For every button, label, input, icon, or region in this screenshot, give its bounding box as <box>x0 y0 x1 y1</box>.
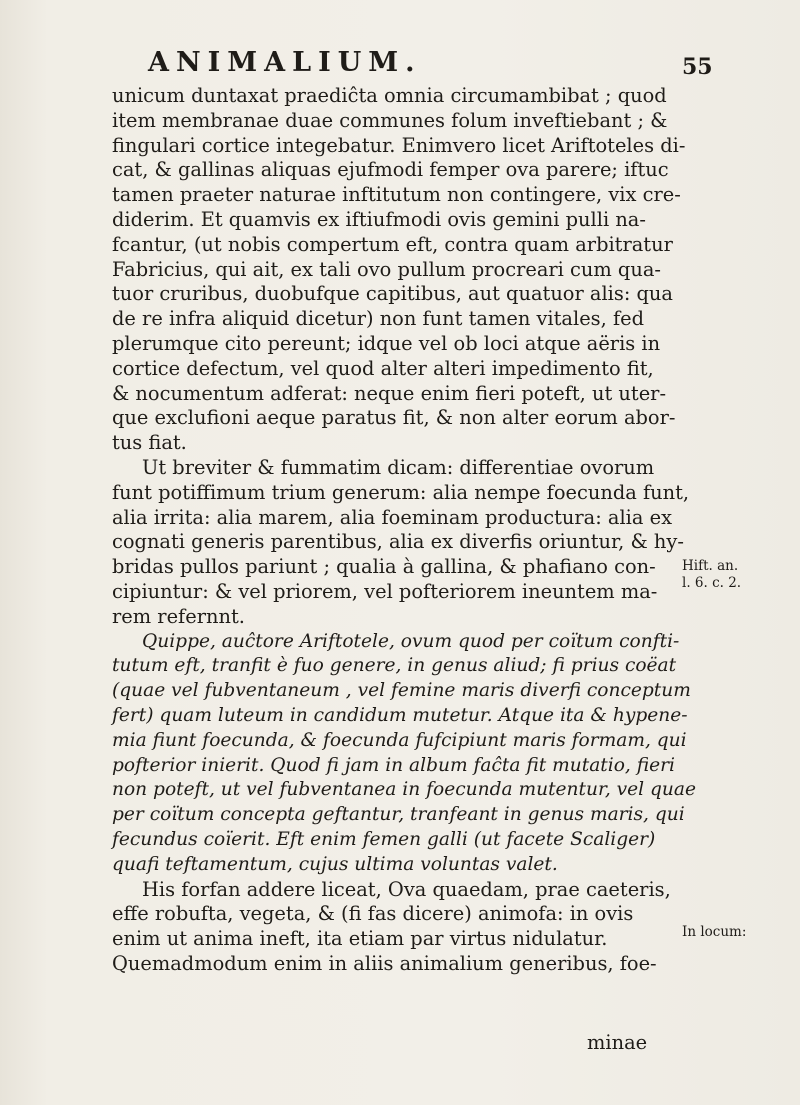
text-line: tutum eft, tranfit è fuo genere, in genus aliud; fi prius coëat <box>112 655 677 677</box>
text-line: plerumque cito pereunt; idque vel ob loci atque aëris in <box>112 331 661 355</box>
text-line: cipiuntur: & vel priorem, vel pofteriorem ineuntem ma- <box>112 579 658 603</box>
catchword: minae <box>587 1031 648 1054</box>
text-line: de re infra aliquid dicetur) non funt tamen vitales, fed <box>112 307 645 331</box>
running-title: ANIMALIUM. <box>148 47 422 78</box>
text-line: fecundus coïerit. Eft enim femen galli (ut facete Scaliger) <box>112 828 656 850</box>
text-line: mia fiunt foecunda, & foecunda fufcipiunt maris formam, qui <box>112 729 687 751</box>
page-number: 55 <box>682 54 713 80</box>
body-text <box>112 84 696 977</box>
text-line: quafi teftamentum, cujus ultima voluntas valet. <box>112 853 558 875</box>
text-line: (quae vel fubventaneum , vel femine maris diverfi conceptum <box>112 680 691 702</box>
text-line: Quemadmodum enim in aliis animalium generibus, foe- <box>112 951 657 975</box>
text-line: Fabricius, qui ait, ex tali ovo pullum procreari cum qua- <box>112 257 661 281</box>
text-line: effe robufta, vegeta, & (fi fas dicere) animofa: in ovis <box>112 902 634 926</box>
text-line: item membranae duae communes folum inveftiebant ; & <box>112 108 668 132</box>
text-line: rem refernnt. <box>112 604 245 628</box>
text-line: pofterior inierit. Quod fi jam in album faĉta fit mutatio, fieri <box>112 754 675 776</box>
text-line: alia irrita: alia marem, alia foeminam productura: alia ex <box>112 505 672 529</box>
text-line: fert) quam luteum in candidum mutetur. Atque ita & hypene- <box>112 704 688 726</box>
text-line: diderim. Et quamvis ex iftiufmodi ovis gemini pulli na- <box>112 207 646 231</box>
text-line: funt potiffimum trium generum: alia nempe foecunda funt, <box>112 480 690 504</box>
text-line: que exclufioni aeque paratus fit, & non alter eorum abor- <box>112 406 676 430</box>
text-line: unicum duntaxat praediĉta omnia circumambibat ; quod <box>112 84 667 107</box>
paragraph-start: Ut breviter & fummatim dicam: differentiae ovorum <box>142 455 655 479</box>
paragraph-start: Quippe, auĉtore Ariftotele, ovum quod per coïtum confti- <box>142 630 680 652</box>
text-line: tuor cruribus, duobufque capitibus, aut quatuor alis: qua <box>112 282 673 306</box>
text-line: cat, & gallinas aliquas ejufmodi femper ova parere; iftuc <box>112 158 669 182</box>
margin-note-line: Hift. an. <box>682 558 739 574</box>
text-line: non poteft, ut vel fubventanea in foecunda mutentur, vel quae <box>112 779 696 801</box>
text-line: enim ut anima ineft, ita etiam par virtus nidulatur. <box>112 927 608 951</box>
text-line: fcantur, (ut nobis compertum eft, contra quam arbitratur <box>112 232 673 256</box>
margin-note-reference <box>682 558 800 592</box>
text-line: tus fiat. <box>112 431 187 455</box>
text-line: tamen praeter naturae inftitutum non contingere, vix cre- <box>112 183 681 207</box>
text-line: fingulari cortice integebatur. Enimvero licet Ariftoteles di- <box>112 133 686 157</box>
text-line: cortice defectum, vel quod alter alteri impedimento fit, <box>112 356 654 380</box>
text-line: bridas pullos pariunt ; qualia à gallina, & phafiano con- <box>112 555 656 579</box>
text-line: & nocumentum adferat: neque enim fieri poteft, ut uter- <box>112 381 666 405</box>
text-line: cognati generis parentibus, alia ex diverfis oriuntur, & hy- <box>112 530 684 554</box>
margin-note-line: l. 6. c. 2. <box>682 575 742 591</box>
margin-note-in-locum: In locum: <box>682 924 747 940</box>
paragraph-start: His forfan addere liceat, Ova quaedam, prae caeteris, <box>142 877 671 901</box>
text-line: per coïtum concepta geftantur, tranfeant in genus maris, qui <box>112 804 685 826</box>
